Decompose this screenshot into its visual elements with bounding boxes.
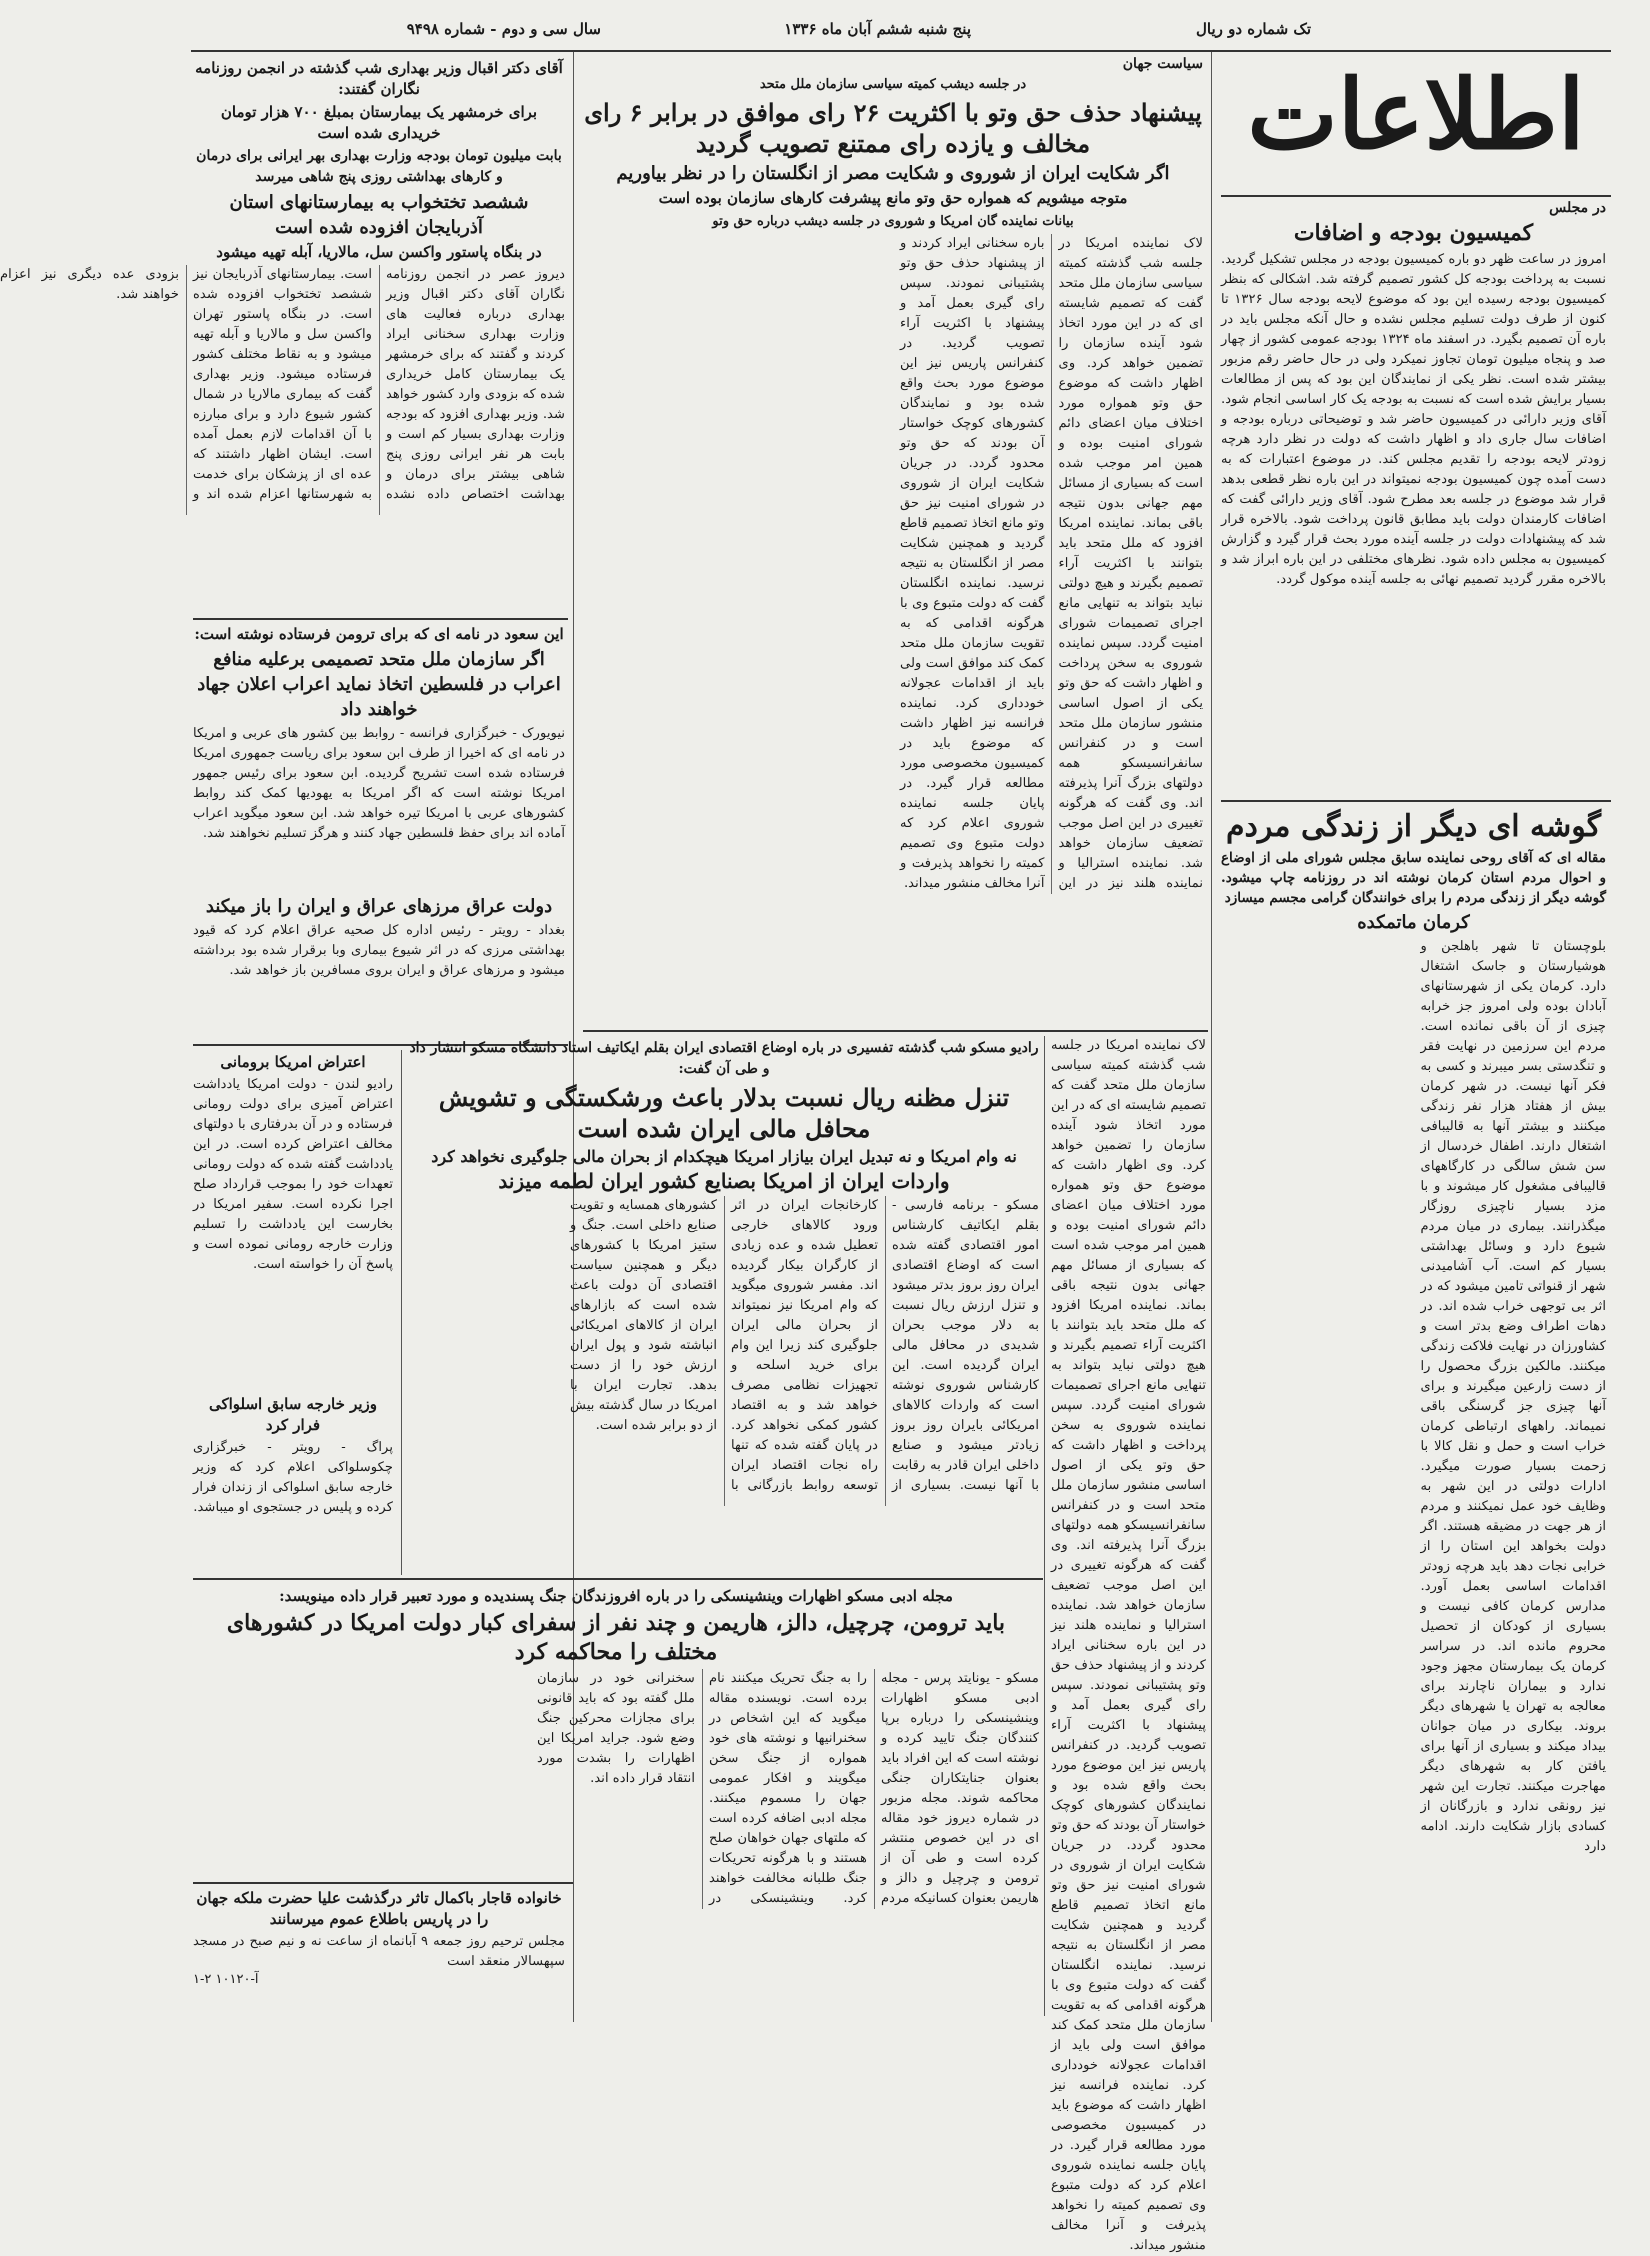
health-kicker: آقای دکتر اقبال وزیر بهداری شب گذشته در انجمن روزنامه نگاران گفتند: bbox=[195, 59, 563, 98]
romania-body: رادیو لندن - دولت امریکا یادداشت اعتراض آمیزی برای دولت رومانی فرستاده و در آن بدرفتاری با دولتهای مخالف اعتراض کرده است. در این یادداشت گفته شده که دولت رومانی تعهدات خود را بموجب قرارداد صلح اجرا نکرده است. سفیر امریکا در بخارست این یادداشت را تسلیم وزارت خارجه رومانی نموده است و پاسخ آن را خواسته است. bbox=[193, 1077, 393, 1272]
corner-subtitle: کرمان ماتمکده bbox=[1357, 912, 1470, 933]
ad-code: آ-۱۰۱۲۰ ۲-۱ bbox=[193, 1972, 259, 1987]
soviet-headline: باید ترومن، چرچیل، دالز، هاریمن و چند نفر از سفرای کبار دولت امریکا در کشورهای مختلف را محاکمه کرد bbox=[226, 1610, 1006, 1665]
politics-kicker: در جلسه دیشب کمیته سیاسی سازمان ملل متحد bbox=[759, 77, 1027, 92]
arab-body: نیویورک - خبرگزاری فرانسه - روابط بین کشور های عربی و امریکا در نامه ای که اخیرا از طرف ابن سعود برای ریاست جمهوری امریکا فرستاده شده است تشریح گردیده. ابن سعود برای رئیس جمهور امریکا نوشته است که اگر امریکا به یهودیها کمک کند روابط کشورهای عربی با امریکا تیره خواهد شد. ابن سعود میگوید اعراب آماده اند برای حفظ فلسطین جهاد کنند و هرگز تسلیم نخواهند شد. bbox=[193, 726, 565, 841]
header-strip bbox=[191, 16, 1611, 48]
politics-sub1: اگر شکایت ایران از شوروی و شکایت مصر از انگلستان را در نظر بیاوریم bbox=[616, 163, 1170, 184]
family-notice bbox=[193, 1886, 565, 2016]
corner-article bbox=[1221, 806, 1606, 2016]
health-body: دیروز عصر در انجمن روزنامه نگاران آقای دکتر اقبال وزیر بهداری درباره فعالیت های وزارت بهداری سخنانی ایراد کردند و گفتند که برای خرمشهر یک بیمارستان کامل خریداری شده که بزودی وارد کشور خواهد شد. وزیر بهداری افزود که بودجه وزارت بهداری بسیار کم است و بابت هر نفر ایرانی روزی پنج شاهی بیشتر برای درمان و بهداشت اختصاص داده نشده است. بیمارستانهای آذربایجان نیز ششصد تختخواب افزوده شده است. در بنگاه پاستور تهران واکسن سل و مالاریا و آبله تهیه میشود و به نقاط مختلف کشور فرستاده میشود. وزیر بهداری گفت که بیماری مالاریا در شمال کشور شیوع دارد و برای مبارزه با آن اقدامات لازم بعمل آمده است. ایشان اظهار داشتند که عده ای از پزشکان برای خدمت به شهرستانها اعزام شده اند و بزودی عده دیگری نیز اعزام خواهند شد. bbox=[0, 267, 565, 502]
masthead: اطلاعات bbox=[1247, 58, 1585, 171]
issue-number: سال سی و دوم - شماره ۹۴۹۸ bbox=[406, 20, 601, 38]
arab-article bbox=[193, 622, 565, 890]
arab-headline: اگر سازمان ملل متحد تصمیمی برعلیه منافع اعراب در فلسطین اتخاذ نماید اعراب اعلان جهاد خواهند داد bbox=[197, 649, 561, 720]
header-rule bbox=[191, 50, 1611, 52]
section-label: سیاست جهان bbox=[1122, 56, 1203, 72]
politics-body: لاک نماینده امریکا در جلسه شب گذشته کمیته سیاسی سازمان ملل متحد گفت که تصمیم شایسته ای که در این مورد اتخاذ شود آینده سازمان را تضمین خواهد کرد. وی اظهار داشت که موضوع حق وتو همواره مورد اختلاف میان اعضای دائم شورای امنیت بوده و همین امر موجب شده است که بسیاری از مسائل مهم جهانی بدون نتیجه باقی بماند. نماینده امریکا افزود که ملل متحد باید بتوانند با اکثریت آراء تصمیم بگیرند و هیچ دولتی نباید بتواند به تنهایی مانع اجرای تصمیمات شورای امنیت گردد. سپس نماینده شوروی به سخن پرداخت و اظهار داشت که حق وتو یکی از اصول اساسی منشور سازمان ملل متحد است و در کنفرانس سانفرانسیسکو همه دولتهای بزرگ آنرا پذیرفته اند. وی گفت که هرگونه تغییری در این اصل موجب تضعیف سازمان خواهد شد. نماینده استرالیا و نماینده هلند نیز در این باره سخنانی ایراد کردند و از پیشنهاد حذف حق وتو پشتیبانی نمودند. سپس رای گیری بعمل آمد و پیشنهاد با اکثریت آراء تصویب گردید. در کنفرانس پاریس نیز این موضوع مورد بحث واقع شده بود و نمایندگان کشورهای کوچک خواستار آن بودند که حق وتو محدود گردد. در جریان شکایت ایران از شوروی در شورای امنیت نیز حق وتو مانع اتخاذ تصمیم قاطع گردید و همچنین شکایت مصر از انگلستان به نتیجه نرسید. نماینده انگلستان گفت که دولت متبوع وی با هرگونه اقدامی که به تقویت سازمان ملل متحد کمک کند موافق است ولی باید از اقدامات عجولانه خودداری کرد. نماینده فرانسه نیز اظهار داشت که موضوع باید در کمیسیون مخصوصی مورد مطالعه قرار گیرد. در پایان جلسه نماینده شوروی اعلام کرد که دولت متبوع وی تصمیم کمیته را نخواهد پذیرفت و آنرا مخالف منشور میداند. bbox=[900, 236, 1203, 891]
politics-sub2: متوجه میشویم که همواره حق وتو مانع پیشرفت کارهای سازمان بوده است bbox=[658, 189, 1128, 207]
section-label: در مجلس bbox=[1549, 200, 1606, 216]
rial-article bbox=[409, 1036, 1039, 1576]
rial-sub: نه وام امریکا و نه تبدیل ایران بیازار امریکا هیچکدام از بحران مالی جلوگیری نخواهد کرد bbox=[431, 1147, 1017, 1166]
politics-article bbox=[583, 56, 1203, 1028]
politics-continued bbox=[1051, 1036, 1206, 2253]
soviet-kicker: مجله ادبی مسکو اظهارات وینشینسکی را در باره افروزندگان جنگ پسندیده و مورد تعبیر قرار داده مینویسد: bbox=[279, 1587, 953, 1605]
soviet-body: مسکو - یونایتد پرس - مجله ادبی مسکو اظهارات وینشینسکی را درباره برپا کنندگان جنگ تایید کرده و نوشته است که این افراد باید بعنوان جنایتکاران جنگی محاکمه شوند. مجله مزبور در شماره دیروز خود مقاله ای در این خصوص منتشر کرده است و طی آن از ترومن و چرچیل و دالز و هاریمن بعنوان کسانیکه مردم را به جنگ تحریک میکنند نام برده است. نویسنده مقاله میگوید که این اشخاص در سخنرانیها و نوشته های خود همواره از جنگ سخن میگویند و افکار عمومی جهان را مسموم میکنند. مجله ادبی اضافه کرده است که ملتهای جهان خواهان صلح هستند و با هرگونه تحریکات جنگ طلبانه مخالفت خواهند کرد. وینشینسکی در سخنرانی خود در سازمان ملل گفته بود که باید قانونی برای مجازات محرکین جنگ وضع شود. جراید امریکا این اظهارات را بشدت مورد انتقاد قرار داده اند. bbox=[537, 1671, 1039, 1906]
border-body: بغداد - رویتر - رئیس اداره کل صحیه عراق اعلام کرد که قیود بهداشتی مرزی که در اثر شیوع بیماری وبا برقرار شده بود برداشته میشود و مرزهای عراق و ایران بروی مسافرین باز خواهد شد. bbox=[193, 923, 565, 978]
corner-title: گوشه ای دیگر از زندگی مردم bbox=[1225, 809, 1602, 844]
romania-article bbox=[193, 1050, 393, 1390]
health-h3: ششصد تختخواب به بیمارستانهای استان آذربایجان افزوده شده است bbox=[229, 192, 529, 238]
slovak-body: پراگ - رویتر - خبرگزاری چکوسلواکی اعلام کرد که وزیر خارجه سابق اسلواکی از زندان فرار کرده و پلیس در جستجوی او میباشد. bbox=[193, 1440, 393, 1515]
family-headline: خانواده قاجار باکمال تاثر درگذشت علیا حضرت ملکه جهان را در پاریس باطلاع عموم میرسانند bbox=[196, 1889, 562, 1928]
politics-body-cont: لاک نماینده امریکا در جلسه شب گذشته کمیته سیاسی سازمان ملل متحد گفت که تصمیم شایسته ای که در این مورد اتخاذ شود آینده سازمان را تضمین خواهد کرد. وی اظهار داشت که موضوع حق وتو همواره مورد اختلاف میان اعضای دائم شورای امنیت بوده و همین امر موجب شده است که بسیاری از مسائل مهم جهانی بدون نتیجه باقی بماند. نماینده امریکا افزود که ملل متحد باید بتوانند با اکثریت آراء تصمیم بگیرند و هیچ دولتی نباید بتواند به تنهایی مانع اجرای تصمیمات شورای امنیت گردد. سپس نماینده شوروی به سخن پرداخت و اظهار داشت که حق وتو یکی از اصول اساسی منشور سازمان ملل متحد است و در کنفرانس سانفرانسیسکو همه دولتهای بزرگ آنرا پذیرفته اند. وی گفت که هرگونه تغییری در این اصل موجب تضعیف سازمان خواهد شد. نماینده استرالیا و نماینده هلند نیز در این باره سخنانی ایراد کردند و از پیشنهاد حذف حق وتو پشتیبانی نمودند. سپس رای گیری بعمل آمد و پیشنهاد با اکثریت آراء تصویب گردید. در کنفرانس پاریس نیز این موضوع مورد بحث واقع شده بود و نمایندگان کشورهای کوچک خواستار آن بودند که حق وتو محدود گردد. در جریان شکایت ایران از شوروی در شورای امنیت نیز حق وتو مانع اتخاذ تصمیم قاطع گردید و همچنین شکایت مصر از انگلستان به نتیجه نرسید. نماینده انگلستان گفت که دولت متبوع وی با هرگونه اقدامی که به تقویت سازمان ملل متحد کمک کند موافق است ولی باید از اقدامات عجولانه خودداری کرد. نماینده فرانسه نیز اظهار داشت که موضوع باید در کمیسیون مخصوصی مورد مطالعه قرار گیرد. در پایان جلسه نماینده شوروی اعلام کرد که دولت متبوع وی تصمیم کمیته را نخواهد پذیرفت و آنرا مخالف منشور میداند. bbox=[1051, 1038, 1206, 2253]
family-body: مجلس ترحیم روز جمعه ۹ آبانماه از ساعت نه و نیم صبح در مسجد سپهسالار منعقد است bbox=[193, 1934, 565, 1969]
issue-price: تک شماره دو ریال bbox=[1196, 20, 1311, 38]
arab-kicker: این سعود در نامه ای که برای ترومن فرستاده نوشته است: bbox=[194, 625, 564, 643]
border-article bbox=[193, 892, 565, 1042]
majlis-article bbox=[1221, 200, 1606, 800]
majlis-headline: کمیسیون بودجه و اضافات bbox=[1293, 220, 1534, 246]
health-article bbox=[0, 56, 565, 616]
politics-sub3: بیانات نماینده گان امریکا و شوروی در جلسه دیشب درباره حق وتو bbox=[712, 214, 1074, 229]
issue-date: پنج شنبه ششم آبان ماه ۱۳۳۶ bbox=[784, 20, 971, 38]
majlis-body: امروز در ساعت ظهر دو باره کمیسیون بودجه در مجلس تشکیل گردید. نسبت به پرداخت بودجه کل کشور تصمیم گرفته شد. اشکالی که بنظر کمیسیون بودجه رسیده این بود که موضوع لایحه بودجه سال ۱۳۲۶ تا کنون از طرف دولت تسلیم مجلس نشده و حال آنکه مجلس باید در باره آن تصمیم بگیرد. در اسفند ماه ۱۳۲۴ بودجه عمومی کشور از چهار صد و پنجاه میلیون تومان تجاوز نمیکرد ولی در حال حاضر رقم مزبور بیشتر شده است. نظر یکی از نمایندگان این بود که پس از مطالعات بسیار برایش شده است که نسبت به بودجه یک کار اساسی انجام شود. آقای وزیر دارائی در کمیسیون حاضر شد و توضیحاتی درباره بودجه و اضافات سال جاری داد و اظهار داشت که دولت در نظر دارد هرچه زودتر لایحه بودجه را تقدیم مجلس کند. در موضوع اعتبارات که به دست آمده چون کمیسیون بودجه نمیتواند در این باره نظر قطعی بدهد قرار شد موضوع در جلسه بعد مطرح شود. آقای وزیر دارائی گفت که اضافات کارمندان دولت باید مطابق قانون پرداخت شود. بالاخره قرار شد که پیشنهادات دولت در جلسه آینده مورد بحث قرار گیرد و گزارش کمیسیون به مجلس داده شود. نظرهای مختلفی در این باره ابراز شد و بالاخره مقرر گردید تصمیم نهائی به جلسه آینده موکول گردد. bbox=[1221, 252, 1606, 587]
health-h4: در بنگاه پاستور واکسن سل، مالاریا، آبله تهیه میشود bbox=[216, 243, 542, 261]
politics-headline: پیشنهاد حذف حق وتو با اکثریت ۲۶ رای موافق در برابر ۶ رای مخالف و یازده رای ممتنع تصویب گردید bbox=[584, 98, 1202, 158]
rial-headline: تنزل مظنه ریال نسبت بدلار باعث ورشکستگی و تشویش محافل مالی ایران شده است bbox=[438, 1083, 1010, 1143]
slovak-headline: وزیر خارجه سابق اسلواکی فرار کرد bbox=[208, 1395, 378, 1434]
corner-body: بلوچستان تا شهر باهلجن و هوشیارستان و جاسک اشتغال دارد. کرمان یکی از شهرستانهای آبادان بوده ولی امروز جز خرابه چیزی از آن باقی نمانده است. مردم این سرزمین در نهایت فقر و تنگدستی بسر میبرند و کسی به فکر آنها نیست. در شهر کرمان بیش از هفتاد هزار نفر زندگی میکنند و بیشتر آنها به قالیبافی اشتغال دارند. اطفال خردسال از سن شش سالگی در کارگاههای قالیبافی مشغول کار میشوند و با مزد بسیار ناچیزی روزگار میگذرانند. بیماری در میان مردم شیوع دارد و وسائل بهداشتی بسیار کم است. آب آشامیدنی شهر از قنواتی تامین میشود که در اثر بی توجهی خراب شده اند. در دهات اطراف وضع بدتر است و کشاورزان در نهایت فلاکت زندگی میکنند. مالکین بزرگ محصول را از دست زارعین میگیرند و برای آنها چیزی جز گرسنگی باقی نمیماند. راههای ارتباطی کرمان خراب است و حمل و نقل کالا با زحمت بسیار صورت میگیرد. ادارات دولتی در این شهر به وظایف خود عمل نمیکنند و مردم از هر جهت در مضیقه هستند. اگر دولت بخواهد این استان را از خرابی نجات دهد باید هرچه زودتر اقدامات اساسی بعمل آورد. مدارس کرمان کافی نیست و بسیاری از کودکان از تحصیل محروم مانده اند. در سراسر کرمان یک بیمارستان مجهز وجود ندارد و بیماران ناچارند برای معالجه به تهران یا شهرهای دیگر بروند. بیکاری در میان جوانان بیداد میکند و بسیاری از آنها برای یافتن کار به شهرهای دیگر مهاجرت میکنند. تجارت این شهر نیز رونقی ندارد و بازرگانان از کسادی بازار شکایت دارند. ادامه دارد bbox=[1420, 939, 1606, 1854]
rial-sub2: واردات ایران از امریکا بصنایع کشور ایران لطمه میزند bbox=[498, 1169, 950, 1193]
slovak-article bbox=[193, 1392, 393, 1572]
romania-headline: اعتراض امریکا برومانی bbox=[220, 1053, 366, 1071]
rial-kicker: رادیو مسکو شب گذشته تفسیری در باره اوضاع اقتصادی ایران بقلم ایکاتیف استاد دانشگاه مسکو انتشار داد و طی آن گفت: bbox=[409, 1040, 1039, 1077]
health-h1: برای خرمشهر یک بیمارستان بمبلغ ۷۰۰ هزار تومان خریداری شده است bbox=[220, 103, 538, 142]
corner-intro: مقاله ای که آقای روحی نماینده سابق مجلس شورای ملی از اوضاع و احوال مردم استان کرمان نوشته اند در روزنامه چاپ میشود. گوشه دیگر از زندگی مردم را برای خوانندگان گرامی مجسم میسازد bbox=[1221, 850, 1606, 906]
health-h2: بابت میلیون تومان بودجه وزارت بهداری بهر ایرانی برای درمان و کارهای بهداشتی روزی پنج شاهی میرسد bbox=[196, 148, 562, 185]
border-headline: دولت عراق مرزهای عراق و ایران را باز میکند bbox=[205, 896, 553, 917]
rial-body: مسکو - برنامه فارسی - بقلم ایکاتیف کارشناس امور اقتصادی گفته شده است که اوضاع اقتصادی ایران روز بروز بدتر میشود و تنزل ارزش ریال نسبت به دلار موجب بحران شدیدی در محافل مالی ایران گردیده است. این کارشناس شوروی نوشته است که واردات کالاهای امریکائی بایران روز بروز زیادتر میشود و صنایع داخلی ایران قادر به رقابت با آنها نیست. بسیاری از کارخانجات ایران در اثر ورود کالاهای خارجی تعطیل شده و عده زیادی از کارگران بیکار گردیده اند. مفسر شوروی میگوید که وام امریکا نیز نمیتواند از بحران مالی ایران جلوگیری کند زیرا این وام برای خرید اسلحه و تجهیزات نظامی مصرف خواهد شد و به اقتصاد کشور کمکی نخواهد کرد. در پایان گفته شده که تنها راه نجات اقتصاد ایران توسعه روابط بازرگانی با کشورهای همسایه و تقویت صنایع داخلی است. جنگ و ستیز امریکا با کشورهای دیگر و همچنین سیاست اقتصادی آن دولت باعث شده است که بازارهای ایران از کالاهای امریکائی انباشته شود و پول ایران ارزش خود را از دست بدهد. تجارت ایران با امریکا در سال گذشته بیش از دو برابر شده است. bbox=[570, 1198, 1039, 1493]
